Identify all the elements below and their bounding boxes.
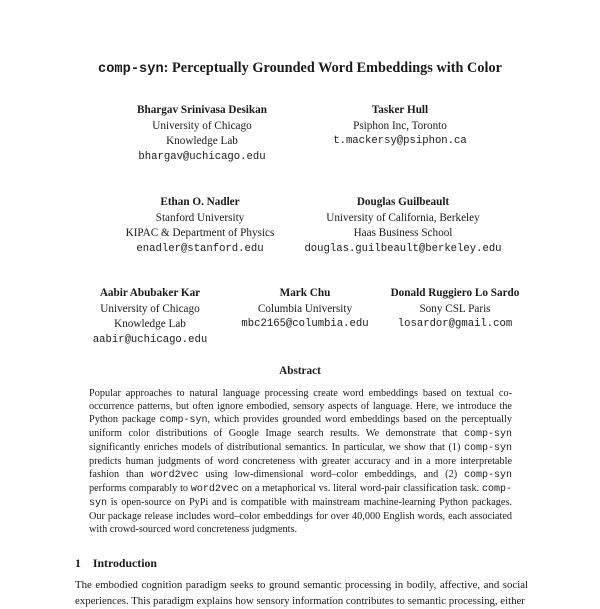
author-email: t.mackersy@psiphon.ca xyxy=(333,135,467,147)
author-department: KIPAC & Department of Physics xyxy=(125,227,275,239)
author-name: Douglas Guilbeault xyxy=(356,196,450,208)
author-department: Knowledge Lab xyxy=(114,318,186,330)
package-name-code: comp-syn xyxy=(159,414,208,426)
author-email: bhargav@uchicago.edu xyxy=(138,150,266,163)
package-name-code: comp-syn xyxy=(463,428,512,440)
author-affiliation: Sony CSL Paris xyxy=(419,302,491,315)
author-block xyxy=(375,286,535,333)
author-block xyxy=(100,195,300,257)
author-email: douglas.guilbeault@berkeley.edu xyxy=(304,242,502,255)
author-department: Haas Business School xyxy=(353,227,453,239)
author-name: Aabir Abubaker Kar xyxy=(99,287,201,299)
author-email: aabir@uchicago.edu xyxy=(92,333,208,346)
package-name-code: comp-syn xyxy=(464,469,513,481)
model-name-code: word2vec xyxy=(190,483,239,495)
abstract-text: is open-source on PyPi and is compatible with mainstream machine-learning Python packages. Our package release includes word–color embeddings for over 40,000 English words, each associated with crowd-sourced word concreteness judgments. xyxy=(89,496,512,535)
author-name: Donald Ruggiero Lo Sardo xyxy=(390,287,520,299)
abstract-text: significantly enriches models of distributional semantics. In particular, we show that (1) xyxy=(89,441,464,453)
abstract-text: performs comparably to xyxy=(89,482,191,494)
title-text: : Perceptually Grounded Word Embeddings with Color xyxy=(163,60,502,76)
author-name: Tasker Hull xyxy=(371,104,429,116)
section-title: Introduction xyxy=(92,556,157,570)
author-department: Knowledge Lab xyxy=(166,135,238,147)
package-name-code: comp-syn xyxy=(89,483,513,509)
author-email: enadler@stanford.edu xyxy=(136,242,264,255)
abstract-body xyxy=(89,388,512,536)
abstract-text: , which provides grounded word embeddings based on the perceptually uniform color distributions of Google Image search results. We demonstrate that xyxy=(89,413,512,439)
abstract-text: on a metaphorical vs. literal word-pair classification task. xyxy=(238,482,482,494)
author-block xyxy=(225,286,385,333)
author-affiliation: University of Chicago xyxy=(152,119,252,132)
author-block xyxy=(300,103,500,150)
author-email: losardor@gmail.com xyxy=(397,318,513,330)
author-affiliation: Psiphon Inc, Toronto xyxy=(353,119,447,132)
abstract-heading: Abstract xyxy=(279,365,321,377)
author-email: mbc2165@columbia.edu xyxy=(241,318,369,330)
author-name: Mark Chu xyxy=(279,287,331,299)
paper-title xyxy=(0,60,600,77)
abstract-text: Popular approaches to natural language processing create word embeddings based on textual co-occurrence patterns, but often ignore embodied, sensory aspects of language. Here, we introduce the Python package xyxy=(89,388,512,425)
author-affiliation: Columbia University xyxy=(257,302,353,315)
intro-paragraph: The embodied cognition paradigm seeks to ground semantic processing in bodily, affective, and social experiences. This paradigm explains how sensory information contributes to semantic processing, either xyxy=(75,579,528,607)
abstract-text: predicts human judgments of word concreteness with greater accuracy and in a more interpretable fashion than xyxy=(89,455,512,480)
package-name-code: comp-syn xyxy=(463,442,512,454)
author-name: Bhargav Srinivasa Desikan xyxy=(137,104,267,116)
section-heading xyxy=(75,556,157,571)
model-name-code: word2vec xyxy=(150,469,199,481)
author-block xyxy=(102,103,302,165)
author-affiliation: University of Chicago xyxy=(100,302,200,315)
author-block xyxy=(278,195,528,257)
section-number: 1 xyxy=(75,556,81,570)
abstract-text: using low-dimensional word–color embeddings, and (2) xyxy=(198,468,464,480)
author-block xyxy=(70,286,230,348)
author-affiliation: Stanford University xyxy=(155,211,245,224)
author-name: Ethan O. Nadler xyxy=(160,196,240,208)
author-affiliation: University of California, Berkeley xyxy=(326,211,480,224)
title-code: comp-syn xyxy=(98,62,164,77)
